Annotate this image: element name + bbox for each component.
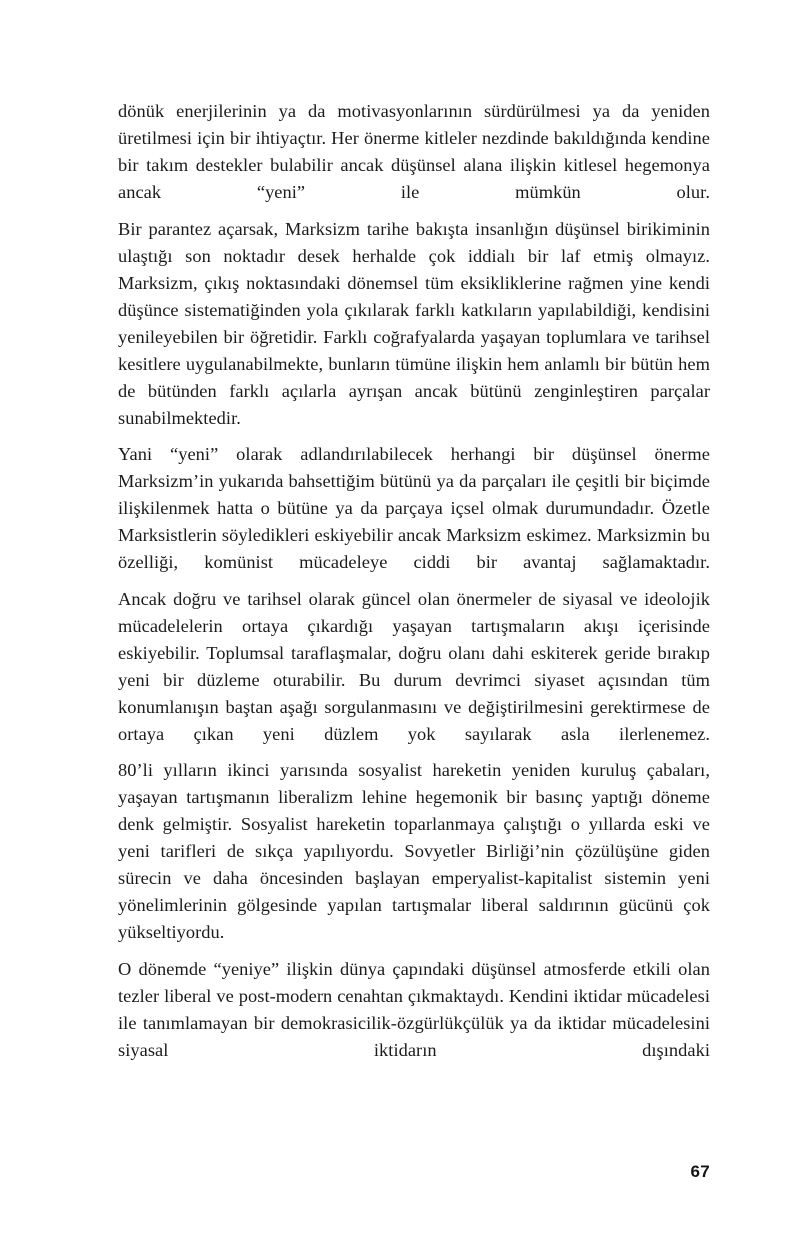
paragraph-5: 80’li yılların ikinci yarısında sosyalist hareketin yeniden kuruluş çabaları, yaşayan tartışmanın liberalizm lehine hegemonik bir basınç yaptığı döneme denk gelmiştir. Sosyalist hareketin toparlanmaya çalıştığı o yıllarda eski ve yeni tarifleri de sıkça yapılıyordu. Sovyetler Birliği’nin çözülüşüne giden sürecin ve daha öncesinden başlayan emperyalist-kapitalist sistemin yeni yönelimlerinin gölgesinde yapılan tartışmalar liberal saldırının gücünü çok yükseltiyordu. bbox=[118, 760, 710, 942]
page-number: 67 bbox=[690, 1162, 710, 1181]
paragraph-3: Yani “yeni” olarak adlandırılabilecek herhangi bir düşünsel önerme Marksizm’in yukarıda bahsettiğim bütünü ya da parçaları ile çeşitli bir biçimde ilişkilenmek hatta o bütüne ya da parçaya içsel olmak durumundadır. Özetle Marksistlerin söyledikleri eskiyebilir ancak Marksizm eskimez. Marksizmin bu özelliği, komünist mücadeleye ciddi bir avantaj sağlamaktadır. bbox=[118, 444, 710, 572]
paragraph-2: Bir parantez açarsak, Marksizm tarihe bakışta insanlığın düşünsel birikiminin ulaştığı son noktadır desek herhalde çok iddialı bir laf etmiş olmayız. Marksizm, çıkış noktasındaki dönemsel tüm eksikliklerine rağmen yine kendi düşünce sistematiğinden yola çıkılarak farklı katkıların yapılabildiği, kendisini yenileyebilen bir öğretidir. Farklı coğrafyalarda yaşayan toplumlara ve tarihsel kesitlere uygulanabilmekte, bunların tümüne ilişkin hem anlamlı bir bütün hem de bütünden farklı açılarla ayrışan ancak bütünü zenginleştiren parçalar sunabilmektedir. bbox=[118, 218, 710, 428]
paragraph-6: O dönemde “yeniye” ilişkin dünya çapındaki düşünsel atmosferde etkili olan tezler liberal ve post-modern cenahtan çıkmaktaydı. Kendini iktidar mücadelesi ile tanımlamayan bir demokrasicilik-özgürlükçülük ya da iktidar mücadelesini siyasal iktidarın dışındaki bbox=[118, 958, 710, 1060]
paragraph-4: Ancak doğru ve tarihsel olarak güncel olan önermeler de siyasal ve ideolojik mücadelelerin ortaya çıkardığı yaşayan tartışmaların akışı içerisinde eskiyebilir. Toplumsal taraflaşmalar, doğru olanı dahi eskiterek geride bırakıp yeni bir düzleme oturabilir. Bu durum devrimci siyaset açısından tüm konumlanışın baştan aşağı sorgulanmasını ve değiştirilmesini gerektirmese de ortaya çıkan yeni düzlem yok sayılarak asla ilerlenemez. bbox=[118, 588, 710, 744]
body-text-column bbox=[118, 98, 710, 1064]
paragraph-1: dönük enerjilerinin ya da motivasyonlarının sürdürülmesi ya da yeniden üretilmesi için bir ihtiyaçtır. Her önerme kitleler nezdinde bakıldığında kendine bir takım destekler bulabilir ancak düşünsel alana ilişkin kitlesel hegemonya ancak “yeni” ile mümkün olur. bbox=[118, 101, 710, 202]
